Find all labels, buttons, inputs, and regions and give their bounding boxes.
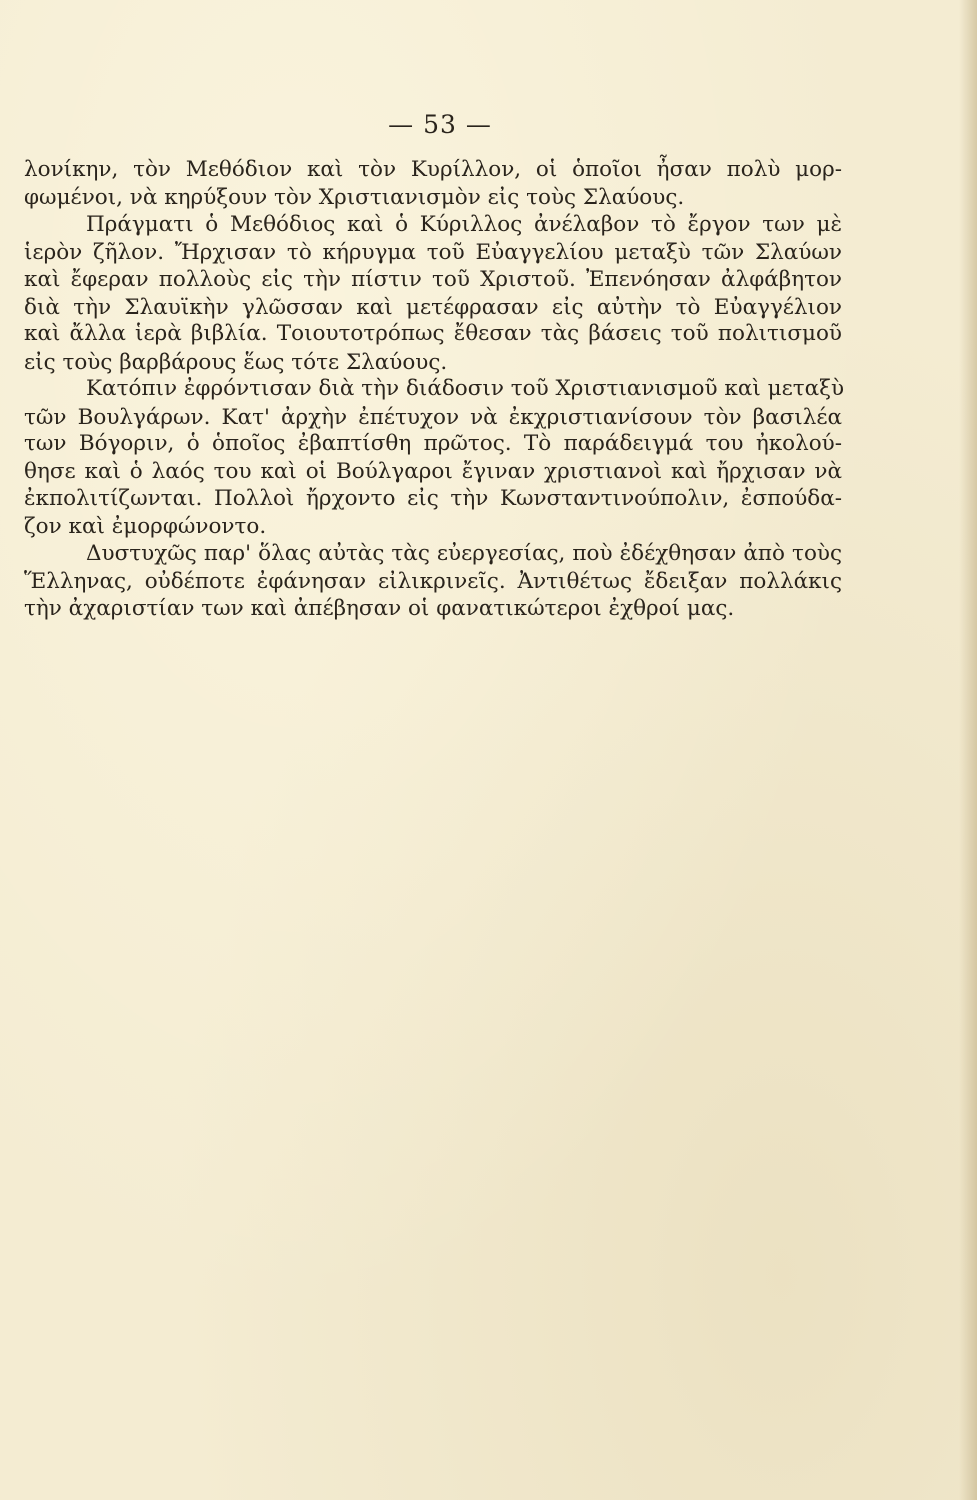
- text-line: φωμένοι, νὰ κηρύξουν τὸν Χριστιανισμὸν εἰς τοὺς Σλαύους.: [24, 185, 685, 211]
- text-line: διὰ τὴν Σλαυϊκὴν γλῶσσαν καὶ μετέφρασαν εἰς αὐτὴν τὸ Εὐαγγέλιον: [24, 295, 842, 321]
- text-line: λονίκην, τὸν Μεθόδιον καὶ τὸν Κυρίλλον, οἱ ὁποῖοι ἦσαν πολὺ μορ-: [24, 157, 842, 182]
- text-line: τῶν Βουλγάρων. Κατ' ἀρχὴν ἐπέτυχον νὰ ἐκχριστιανίσουν τὸν βασιλέα: [24, 404, 842, 430]
- text-line: ἱερὸν ζῆλον. Ἤρχισαν τὸ κήρυγμα τοῦ Εὐαγγελίου μεταξὺ τῶν Σλαύων: [24, 240, 842, 266]
- text-line: Δυστυχῶς παρ' ὅλας αὐτὰς τὰς εὐεργεσίας, ποὺ ἐδέχθησαν ἀπὸ τοὺς: [86, 540, 842, 566]
- text-line: Ἕλληνας, οὐδέποτε ἐφάνησαν εἰλικρινεῖς. Ἀντιθέτως ἔδειξαν πολλάκις: [24, 569, 842, 595]
- text-line: θησε καὶ ὁ λαός του καὶ οἱ Βούλγαροι ἔγιναν χριστιανοὶ καὶ ἤρχισαν νὰ: [24, 459, 842, 485]
- page-edge-shadow: [959, 0, 977, 1500]
- text-line: των Βόγοριν, ὁ ὁποῖος ἐβαπτίσθη πρῶτος. Τὸ παράδειγμά του ἠκολού-: [24, 431, 842, 457]
- text-line: Πράγματι ὁ Μεθόδιος καὶ ὁ Κύριλλος ἀνέλαβον τὸ ἔργον των μὲ: [86, 211, 842, 237]
- body-text: [24, 156, 845, 622]
- text-line: καὶ ἄλλα ἱερὰ βιβλία. Τοιουτοτρόπως ἔθεσαν τὰς βάσεις τοῦ πολιτισμοῦ: [24, 321, 842, 347]
- text-line: εἰς τοὺς βαρβάρους ἕως τότε Σλαύους.: [24, 349, 448, 375]
- text-line: τὴν ἀχαριστίαν των καὶ ἀπέβησαν οἱ φανατικώτεροι ἐχθροί μας.: [24, 595, 735, 621]
- page-number: — 53 —: [388, 110, 492, 139]
- text-line: Κατόπιν ἐφρόντισαν διὰ τὴν διάδοσιν τοῦ Χριστιανισμοῦ καὶ μεταξὺ: [86, 376, 845, 402]
- text-line: καὶ ἔφεραν πολλοὺς εἰς τὴν πίστιν τοῦ Χριστοῦ. Ἐπενόησαν ἀλφάβητον: [24, 266, 842, 292]
- text-line: ἐκπολιτίζωνται. Πολλοὶ ἤρχοντο εἰς τὴν Κωνσταντινούπολιν, ἐσπούδα-: [24, 485, 842, 511]
- text-line: ζον καὶ ἐμορφώνοντο.: [24, 514, 267, 540]
